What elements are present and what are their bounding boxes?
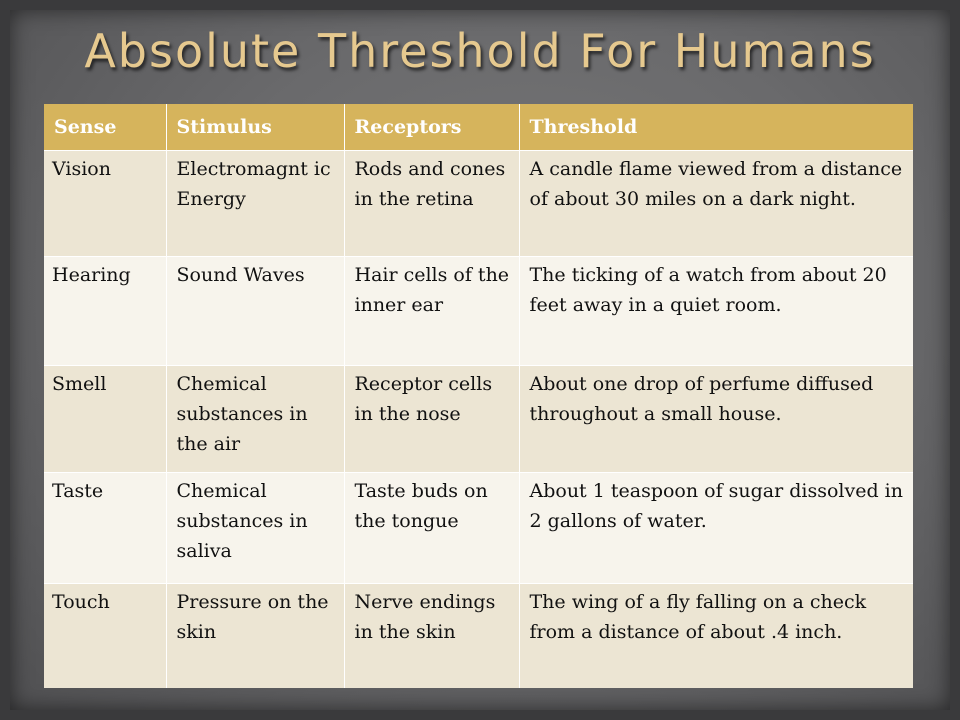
table-row <box>44 473 913 584</box>
threshold-table <box>44 104 913 688</box>
cell-threshold: About one drop of perfume diffused throughout a small house. <box>519 366 913 473</box>
cell-sense: Vision <box>44 151 166 257</box>
slide-title: Absolute Threshold For Humans <box>84 24 876 78</box>
cell-receptors: Rods and cones in the retina <box>344 151 519 257</box>
header-sense: Sense <box>44 104 166 151</box>
cell-sense: Taste <box>44 473 166 584</box>
header-stimulus: Stimulus <box>166 104 344 151</box>
cell-threshold: The wing of a fly falling on a check from a distance of about .4 inch. <box>519 584 913 689</box>
cell-threshold: About 1 teaspoon of sugar dissolved in 2 gallons of water. <box>519 473 913 584</box>
cell-receptors: Taste buds on the tongue <box>344 473 519 584</box>
header-receptors: Receptors <box>344 104 519 151</box>
cell-threshold: A candle flame viewed from a distance of about 30 miles on a dark night. <box>519 151 913 257</box>
table-row <box>44 366 913 473</box>
table-header-row <box>44 104 913 151</box>
cell-receptors: Hair cells of the inner ear <box>344 257 519 366</box>
cell-receptors: Receptor cells in the nose <box>344 366 519 473</box>
cell-stimulus: Chemical substances in saliva <box>166 473 344 584</box>
cell-receptors: Nerve endings in the skin <box>344 584 519 689</box>
cell-sense: Smell <box>44 366 166 473</box>
table-row <box>44 584 913 689</box>
cell-stimulus: Sound Waves <box>166 257 344 366</box>
cell-stimulus: Electromagnt ic Energy <box>166 151 344 257</box>
cell-stimulus: Pressure on the skin <box>166 584 344 689</box>
cell-stimulus: Chemical substances in the air <box>166 366 344 473</box>
header-threshold: Threshold <box>519 104 913 151</box>
table-row <box>44 151 913 257</box>
cell-sense: Hearing <box>44 257 166 366</box>
cell-sense: Touch <box>44 584 166 689</box>
cell-threshold: The ticking of a watch from about 20 feet away in a quiet room. <box>519 257 913 366</box>
table-row <box>44 257 913 366</box>
